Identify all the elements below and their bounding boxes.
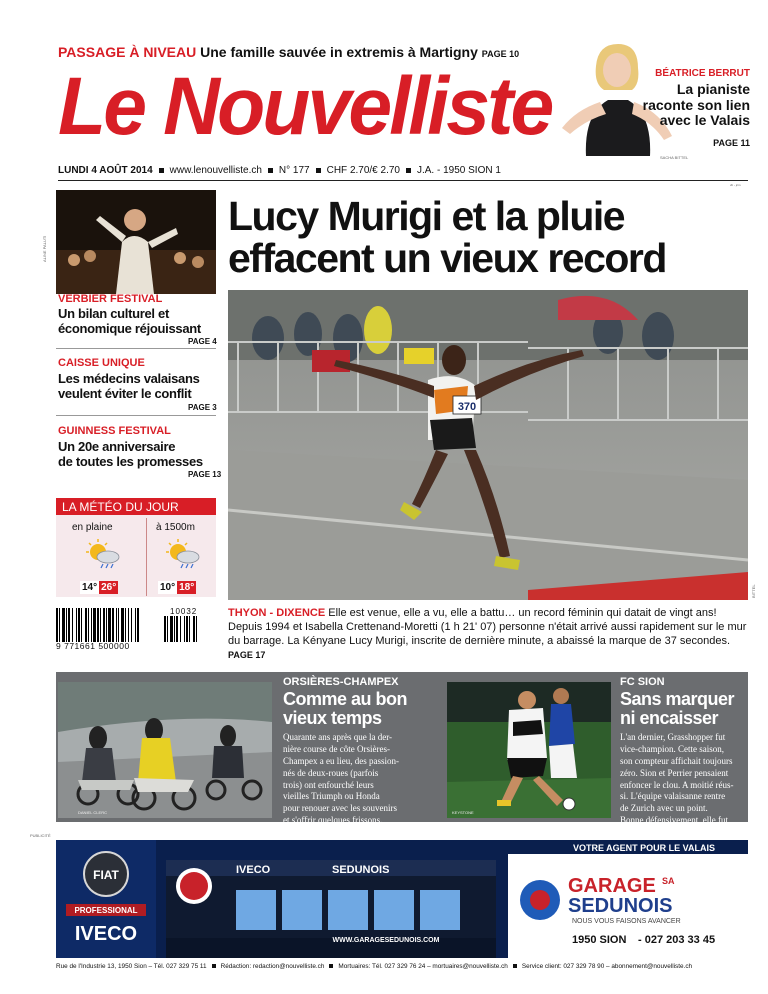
body-line: Champex a eu lieu, des passion-	[283, 755, 399, 766]
barcode-bar	[131, 608, 132, 642]
sun-cloud-rain-icon	[162, 538, 202, 570]
celebrity-kicker: BÉATRICE BERRUT	[655, 68, 750, 79]
barcode-bar	[56, 608, 58, 642]
headline-line: veulent éviter le conflit	[58, 385, 192, 401]
barcode-bar	[81, 608, 82, 642]
headline-line: Un 20e anniversaire	[58, 439, 176, 454]
price: CHF 2.70/€ 2.70	[326, 165, 400, 176]
headline-line: ni encaisser	[620, 707, 719, 728]
story-headline[interactable]	[58, 440, 203, 469]
professional-label: PROFESSIONAL	[74, 906, 138, 915]
barcode-addon-bar	[170, 616, 173, 642]
body-line: son compteur affichait toujours	[620, 755, 733, 766]
barcode-addon-bar	[180, 616, 181, 642]
celebrity-line: La pianiste	[676, 81, 750, 97]
barcode-bar	[76, 608, 77, 642]
caption-kicker: THYON - DIXENCE	[228, 607, 326, 619]
page-reference: PAGE 3	[188, 403, 217, 412]
body-line: et s'offrir quelques frissons.	[283, 815, 383, 826]
barcode-bar	[68, 608, 70, 642]
barcode-bar	[121, 608, 124, 642]
fiat-logo: FIAT	[93, 868, 119, 882]
barcode-bar	[72, 608, 73, 642]
barcode-addon-number: 10032	[170, 607, 198, 616]
body-line: Bonne défensivement, elle fut	[620, 815, 728, 826]
headline-line: Comme au bon	[283, 689, 408, 709]
barcode-addon-bar	[167, 616, 168, 642]
print-code: vb - jcm	[730, 183, 741, 187]
main-story-photo[interactable]	[228, 290, 748, 600]
weather-plain-label: en plaine	[72, 522, 113, 533]
celebrity-line: raconte son lien	[642, 96, 750, 113]
body-line: vieilles Triumph ou Honda	[283, 791, 380, 802]
issue-date: LUNDI 4 AOÛT 2014	[58, 165, 153, 176]
body-line: moyenne en attaque.	[620, 827, 695, 837]
sun-cloud-rain-icon	[82, 538, 122, 570]
iveco-logo: IVECO	[74, 923, 138, 945]
celebrity-page: PAGE 11	[713, 138, 750, 148]
barcode-bar	[100, 608, 101, 642]
separator-square	[329, 964, 333, 968]
ad-phone: - 027 203 33 45	[638, 934, 716, 946]
ad-tagline: VOTRE AGENT POUR LE VALAIS	[572, 843, 716, 853]
story-kicker: VERBIER FESTIVAL	[58, 293, 163, 305]
barcode-bar	[106, 608, 107, 642]
story-kicker: CAISSE UNIQUE	[58, 357, 145, 369]
barcode-bar	[128, 608, 129, 642]
ad-website: WWW.GARAGESEDUNOIS.COM	[332, 937, 440, 944]
temp-min: 14°	[82, 582, 98, 593]
celebrity-line: avec le Valais	[659, 112, 750, 129]
headline-line: de toutes les promesses	[58, 453, 203, 469]
caption-text: Elle est venue, elle a vu, elle a battu… un record féminin qui datait de vingt ans! Depuis 1994 et Isabella Crettenand-Moretti (1 h 21' 07) personne n'était arrivé aussi rapidement sur le mur du barrage. La Kényane Lucy Murigi, inscrite de dernière minute, a abaissé la marque de 37 secondes.	[228, 607, 747, 648]
body-line: de Zurich avec un point.	[620, 803, 708, 814]
footer-redaction[interactable]: Rédaction: redaction@nouvelliste.ch	[220, 963, 325, 970]
barcode-bar	[78, 608, 80, 642]
barcode-bar	[62, 608, 65, 642]
barcode-addon-bar	[196, 616, 197, 642]
orsieres-photo[interactable]	[58, 682, 272, 818]
body-line: enfoncer le clou. A moitié réus-	[620, 779, 734, 790]
body-line: pour renouer avec les souvenirs	[283, 803, 397, 814]
photo-credit: DANIEL CLERC	[78, 810, 107, 815]
headline-line: Un bilan culturel et	[58, 306, 170, 321]
fc-sion-photo[interactable]	[447, 682, 611, 818]
barcode-bar	[93, 608, 96, 642]
weather-title: LA MÉTÉO DU JOUR	[62, 500, 179, 514]
story-body	[283, 732, 439, 839]
body-line: L'an dernier, Grasshopper fut	[620, 732, 726, 742]
teaser-headline: Une famille sauvée in extremis à Martigny	[200, 44, 478, 60]
headline-line: Les médecins valaisans	[58, 371, 200, 386]
body-line: si. L'équipe valaisanne rentre	[620, 791, 726, 802]
barcode-bar	[108, 608, 111, 642]
temp-max: 26°	[101, 582, 117, 593]
masthead-logo[interactable]: Le Nouvelliste	[58, 61, 552, 152]
main-caption	[228, 606, 748, 662]
page-reference: PAGE 4	[188, 337, 217, 346]
ja-code: J.A. - 1950 SION 1	[416, 165, 501, 176]
photo-credit: KEYSTONE	[452, 810, 474, 815]
barcode-bar	[88, 608, 89, 642]
barcode-addon-bar	[189, 616, 190, 642]
website[interactable]: www.lenouvelliste.ch	[169, 165, 262, 176]
story-headline[interactable]	[283, 690, 407, 727]
body-line: nière course de côte Orsières-	[283, 743, 390, 754]
story-headline[interactable]	[58, 307, 201, 336]
divider	[146, 518, 147, 596]
body-line: vice-champion. Cette saison,	[620, 743, 724, 754]
body-line: trois) ont enfourché leurs	[283, 779, 374, 790]
body-line: Quarante ans après que la der-	[283, 732, 393, 742]
barcode-bar	[59, 608, 60, 642]
dateline	[58, 165, 501, 176]
photo-credit: BITTEL	[751, 584, 756, 598]
main-headline-line: effacent un vieux record	[228, 234, 666, 281]
runner-bib: 370	[457, 401, 477, 413]
story-kicker: ORSIÈRES-CHAMPEX	[283, 676, 399, 688]
barcode-addon-bar	[176, 616, 178, 642]
separator-square	[159, 168, 164, 173]
body-line: zéro. Sion et Perrier pensaient	[620, 767, 729, 778]
barcode-addon-bar	[184, 616, 185, 642]
story-kicker: FC SION	[620, 676, 665, 688]
weather-altitude-label: à 1500m	[156, 522, 195, 533]
photo-credit: SACHA BITTEL	[660, 155, 689, 160]
barcode-addon-bar	[174, 616, 175, 642]
verbier-festival-photo[interactable]	[56, 190, 216, 294]
building-sign-sedunois: SEDUNOIS	[332, 864, 390, 876]
ad-slogan: NOUS VOUS FAISONS AVANCER	[572, 918, 681, 925]
barcode-addon-bar	[186, 616, 188, 642]
barcode-bar	[112, 608, 114, 642]
building-sign-iveco: IVECO	[236, 864, 271, 876]
celebrity-headline[interactable]	[643, 82, 750, 129]
barcode-bar	[103, 608, 105, 642]
footer	[56, 963, 748, 970]
separator-square	[406, 168, 411, 173]
footer-address: Rue de l'Industrie 13, 1950 Sion – Tél. 027 329 75 11	[56, 963, 207, 970]
page-reference: PAGE 13	[188, 470, 222, 479]
page-reference: PAGE 17	[228, 650, 266, 661]
footer-mortuaires[interactable]: Mortuaires: Tél. 027 329 76 24 – mortuaires@nouvelliste.ch	[338, 963, 508, 970]
story-headline[interactable]	[620, 690, 734, 727]
barcode-bar	[116, 608, 117, 642]
separator-square	[316, 168, 321, 173]
divider	[56, 415, 216, 416]
barcode-addon-bar	[193, 616, 195, 642]
main-headline[interactable]	[228, 193, 666, 281]
weather-plain-temps	[80, 577, 118, 595]
temp-min: 10°	[160, 582, 176, 593]
headline-line: Sans marquer	[620, 689, 735, 709]
garage-name: GARAGE	[568, 875, 656, 897]
page-reference: PAGE 10	[283, 828, 317, 837]
barcode-bar	[125, 608, 126, 642]
barcode-number: 9 771661 500000	[56, 641, 130, 651]
barcode	[56, 608, 208, 652]
weather-altitude-temps	[158, 577, 196, 595]
main-headline-line: Lucy Murigi et la pluie	[228, 193, 625, 239]
barcode-bar	[135, 608, 136, 642]
footer-service[interactable]: Service client: 027 329 78 90 – abonnement@nouvelliste.ch	[521, 963, 693, 970]
issue-number: N° 177	[278, 165, 310, 176]
divider	[58, 180, 748, 181]
separator-square	[513, 964, 517, 968]
photo-credit: ALINE PALUTI	[42, 235, 47, 262]
garage-sedunois-ad[interactable]	[56, 840, 748, 958]
divider	[56, 348, 216, 349]
barcode-bar	[85, 608, 87, 642]
teaser-kicker: PASSAGE À NIVEAU	[58, 44, 197, 60]
barcode-bar	[118, 608, 119, 642]
barcode-bar	[91, 608, 92, 642]
story-body	[620, 732, 746, 839]
barcode-bar	[137, 608, 139, 642]
garage-name-2: SEDUNOIS	[568, 895, 673, 917]
page-reference: PAGE 15	[696, 828, 730, 837]
barcode-bar	[97, 608, 99, 642]
headline-line: vieux temps	[283, 707, 382, 728]
teaser-page: PAGE 10	[481, 49, 520, 59]
temp-max: 18°	[179, 582, 195, 593]
separator-square	[268, 168, 273, 173]
barcode-bar	[66, 608, 67, 642]
body-line: nés de deux-roues (parfois	[283, 767, 379, 778]
garage-sa: SA	[662, 876, 675, 886]
story-kicker: GUINNESS FESTIVAL	[58, 425, 171, 437]
separator-square	[212, 964, 216, 968]
story-headline[interactable]	[58, 372, 200, 401]
top-teaser[interactable]	[58, 44, 519, 60]
barcode-addon-bar	[164, 616, 166, 642]
ad-city: 1950 SION	[572, 934, 627, 946]
ad-label: PUBLICITÉ	[30, 833, 51, 838]
headline-line: économique réjouissant	[58, 320, 201, 336]
